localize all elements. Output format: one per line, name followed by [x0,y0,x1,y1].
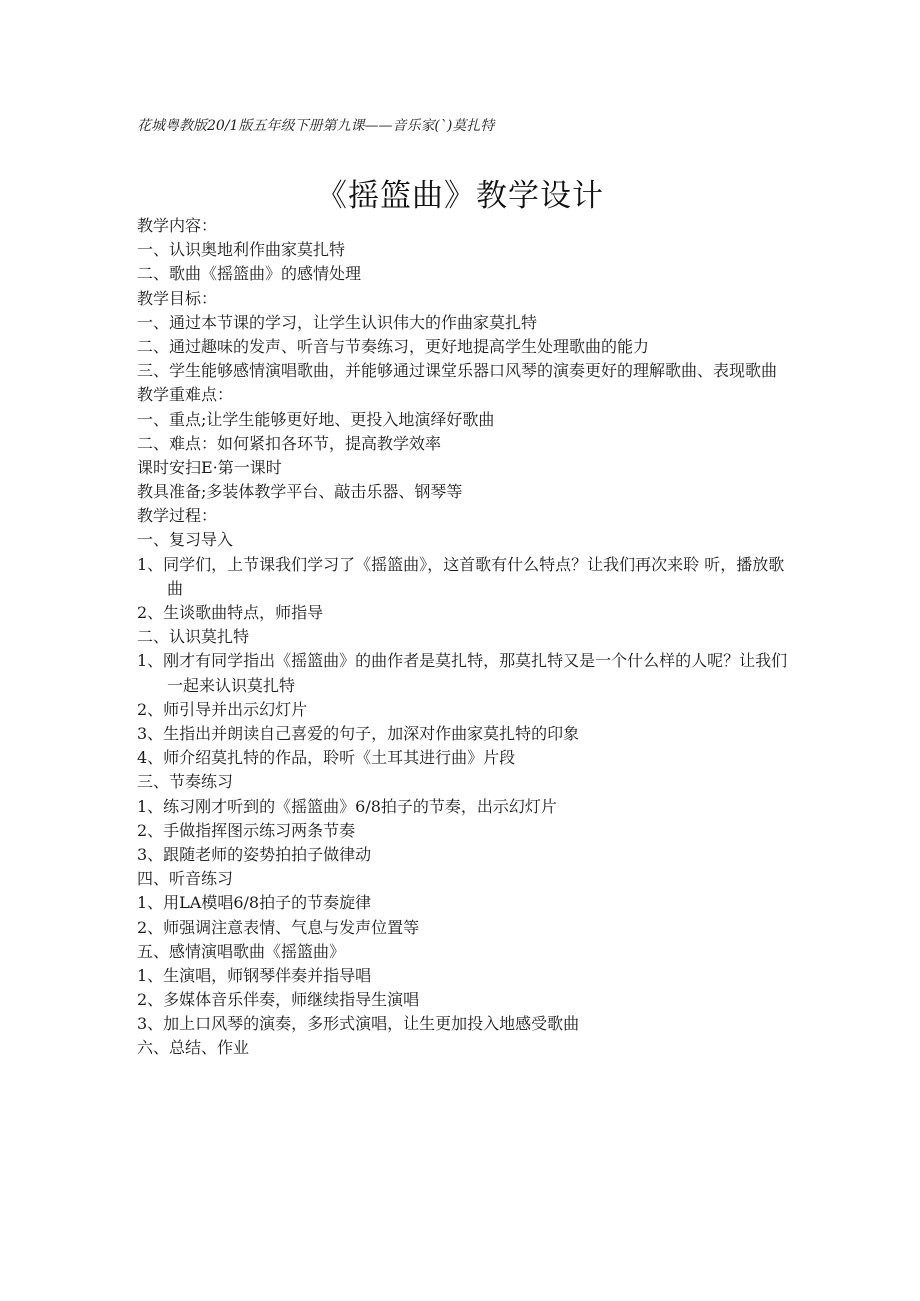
process-item: 1、生演唱，师钢琴伴奏并指导唱 [137,965,372,985]
section-heading-goals: 教学目标： [137,288,218,308]
document-title: 《摇篮曲》教学设计 [316,178,604,214]
goal-item: 二、通过趣味的发声、听音与节奏练习，更好地提高学生处理歌曲的能力 [137,336,650,356]
document-body [137,214,797,1061]
process-step-heading: 四、听音练习 [137,869,234,889]
content-item: 二、歌曲《摇篮曲》的感情处理 [137,264,362,284]
process-item: 4、师介绍莫扎特的作品，聆听《土耳其进行曲》片段 [137,748,516,768]
process-item: 2、师引导并出示幻灯片 [137,699,308,719]
process-item: 2、多媒体音乐伴奏，师继续指导生演唱 [137,990,420,1010]
process-item: 2、手做指挥图示练习两条节奏 [137,820,356,840]
process-item: 1、练习刚才听到的《摇篮曲》6/8拍子的节奏，出示幻灯片 [137,796,557,816]
process-item: 1、用LA模唱6/8拍子的节奏旋律 [137,893,372,913]
section-heading-content: 教学内容： [137,216,218,235]
process-item: 3、生指出并朗读自己喜爱的句子，加深对作曲家莫扎特的印象 [137,724,580,744]
teaching-aids: 教具准备;多装体教学平台、敲击乐器、钢琴等 [137,482,463,502]
process-step-heading: 六、总结、作业 [137,1038,250,1058]
process-item: 2、师强调注意表情、气息与发声位置等 [137,917,420,937]
process-step-heading: 二、认识莫扎特 [137,627,250,647]
document-subtitle: 花城粤教版20/1版五年级下册第九课——音乐家(`)莫扎特 [137,118,495,134]
section-heading-key-points: 教学重难点： [137,385,234,405]
process-item: 1、刚才有同学指出《摇篮曲》的曲作者是莫扎特，那莫扎特又是一个什么样的人呢？让我们一起来认识莫扎特 [137,651,788,695]
process-item: 1、同学们，上节课我们学习了《摇篮曲》，这首歌有什么特点？让我们再次来聆 听，播放歌曲 [137,554,785,598]
lesson-schedule: 课时安扫E·第一课时 [137,457,282,477]
process-item: 3、跟随老师的姿势拍拍子做律动 [137,844,372,864]
key-point-item: 二、难点：如何紧扣各环节，提高教学效率 [137,433,442,453]
key-point-item: 一、重点;让学生能够更好地、更投入地演绎好歌曲 [137,409,495,429]
content-item: 一、认识奥地利作曲家莫扎特 [137,240,346,260]
section-heading-process: 教学过程： [137,506,218,526]
goal-item: 三、学生能够感情演唱歌曲，并能够通过课堂乐器口风琴的演奏更好的理解歌曲、表现歌曲 [137,361,778,381]
process-item: 3、加上口风琴的演奏，多形式演唱，让生更加投入地感受歌曲 [137,1014,580,1034]
process-step-heading: 五、感情演唱歌曲《摇篮曲》 [137,941,346,961]
process-step-heading: 一、复习导入 [137,530,234,550]
process-step-heading: 三、节奏练习 [137,772,234,792]
process-item: 2、生谈歌曲特点，师指导 [137,603,324,623]
goal-item: 一、通过本节课的学习，让学生认识伟大的作曲家莫扎特 [137,312,538,332]
